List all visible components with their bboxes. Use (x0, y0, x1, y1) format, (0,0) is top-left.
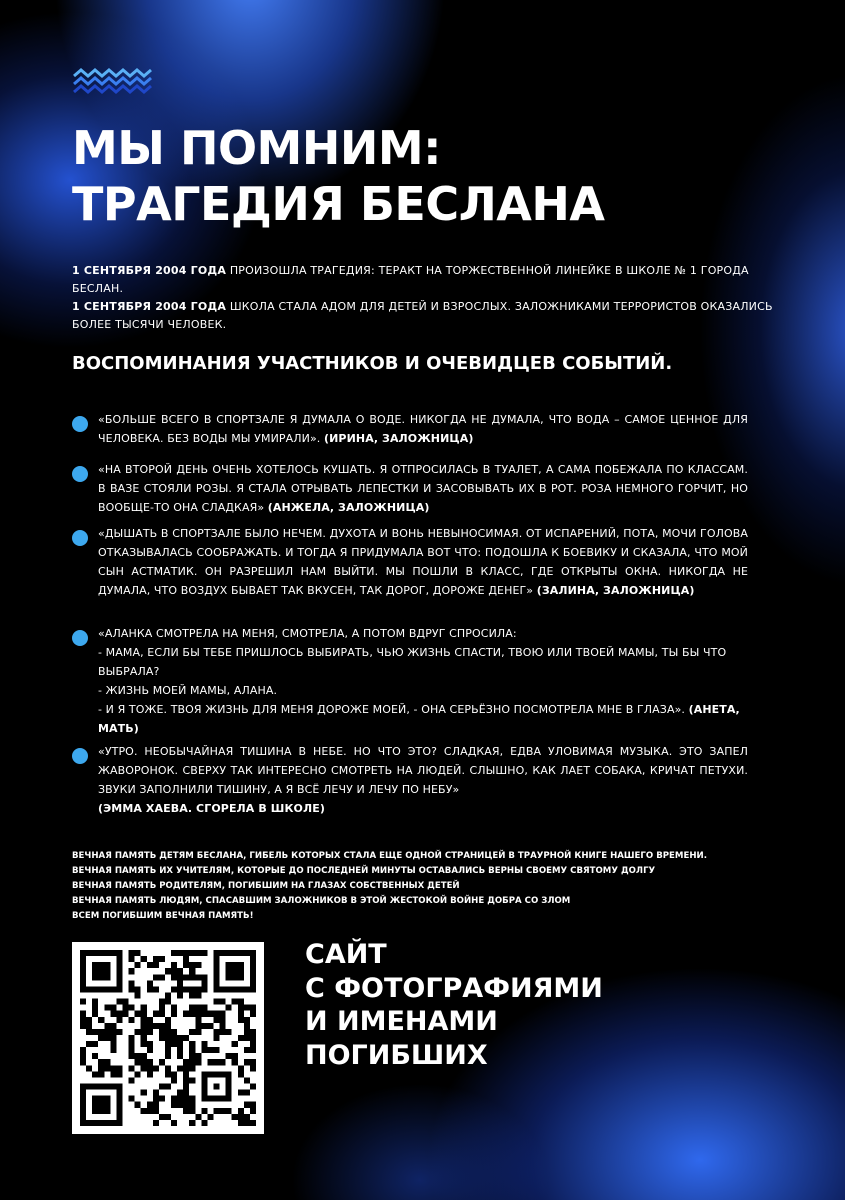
quote-body: - И Я ТОЖЕ. ТВОЯ ЖИЗНЬ ДЛЯ МЕНЯ ДОРОЖЕ МОЕЙ, - ОНА СЕРЬЁЗНО ПОСМОТРЕЛА МНЕ В ГЛАЗА». (98, 703, 689, 716)
memorial-line: ВЕЧНАЯ ПАМЯТЬ ЛЮДЯМ, СПАСАВШИМ ЗАЛОЖНИКОВ В ЭТОЙ ЖЕСТОКОЙ ВОЙНЕ ДОБРА СО ЗЛОМ (72, 896, 571, 906)
quote-line: - МАМА, ЕСЛИ БЫ ТЕБЕ ПРИШЛОСЬ ВЫБИРАТЬ, ЧЬЮ ЖИЗНЬ СПАСТИ, ТВОЮ ИЛИ ТВОЕЙ МАМЫ, ТЫ БЫ ЧТО ВЫБРАЛА? (98, 646, 727, 678)
quote-text (98, 742, 748, 818)
quote-author: (ЗАЛИНА, ЗАЛОЖНИЦА) (536, 584, 695, 597)
intro-paragraph-2 (72, 298, 777, 334)
quote-author: (ЭММА ХАЕВА. СГОРЕЛА В ШКОЛЕ) (98, 802, 325, 815)
memorial-line: ВЕЧНАЯ ПАМЯТЬ РОДИТЕЛЯМ, ПОГИБШИМ НА ГЛАЗАХ СОБСТВЕННЫХ ДЕТЕЙ (72, 881, 460, 891)
intro-text (72, 262, 777, 334)
wave-logo-icon (72, 66, 152, 98)
memorial-text (72, 849, 782, 924)
intro-text-1: ПРОИЗОШЛА ТРАГЕДИЯ: ТЕРАКТ НА ТОРЖЕСТВЕННОЙ ЛИНЕЙКЕ В ШКОЛЕ № 1 ГОРОДА БЕСЛАН. (72, 264, 749, 295)
page-title (72, 120, 604, 232)
quote-body: «БОЛЬШЕ ВСЕГО В СПОРТЗАЛЕ Я ДУМАЛА О ВОДЕ. НИКОГДА НЕ ДУМАЛА, ЧТО ВОДА – САМОЕ ЦЕННОЕ ДЛЯ ЧЕЛОВЕКА. БЕЗ ВОДЫ МЫ УМИРАЛИ». (98, 413, 748, 445)
intro-date-1: 1 СЕНТЯБРЯ 2004 ГОДА (72, 264, 227, 277)
quote-author: (АНЖЕЛА, ЗАЛОЖНИЦА) (267, 501, 430, 514)
bullet-dot-icon (72, 416, 88, 432)
site-line: И ИМЕНАМИ (305, 1006, 498, 1037)
quote-line: «АЛАНКА СМОТРЕЛА НА МЕНЯ, СМОТРЕЛА, А ПОТОМ ВДРУГ СПРОСИЛА: (98, 627, 517, 640)
quote-line (98, 700, 748, 738)
bullet-dot-icon (72, 530, 88, 546)
title-line-1: МЫ ПОМНИМ: (72, 121, 441, 175)
bullet-dot-icon (72, 748, 88, 764)
quote-text (98, 460, 748, 517)
bullet-dot-icon (72, 630, 88, 646)
site-caption (305, 938, 603, 1072)
memorial-line: ВСЕМ ПОГИБШИМ ВЕЧНАЯ ПАМЯТЬ! (72, 911, 254, 921)
quote-text (98, 624, 748, 738)
title-line-2: ТРАГЕДИЯ БЕСЛАНА (72, 177, 605, 231)
quote-body: «НА ВТОРОЙ ДЕНЬ ОЧЕНЬ ХОТЕЛОСЬ КУШАТЬ. Я ОТПРОСИЛАСЬ В ТУАЛЕТ, А САМА ПОБЕЖАЛА ПО КЛАССАМ. В ВАЗЕ СТОЯЛИ РОЗЫ. Я СТАЛА ОТРЫВАТЬ ЛЕПЕСТКИ И ЗАСОВЫВАТЬ ИХ В РОТ. РОЗА НЕМНОГО ГОРЧИТ, НО ВООБЩЕ-ТО ОНА СЛАДКАЯ» (98, 463, 748, 514)
qr-code-image (80, 950, 256, 1126)
quote-body: «УТРО. НЕОБЫЧАЙНАЯ ТИШИНА В НЕБЕ. НО ЧТО ЭТО? СЛАДКАЯ, ЕДВА УЛОВИМАЯ МУЗЫКА. ЭТО ЗАПЕЛ ЖАВОРОНОК. СВЕРХУ ТАК ИНТЕРЕСНО СМОТРЕТЬ НА ЛЮДЕЙ. СЛЫШНО, КАК ЛАЕТ СОБАКА, КРИЧАТ ПЕТУХИ. ЗВУКИ ЗАПОЛНИЛИ ТИШИНУ, А Я ВСЁ ЛЕЧУ И ЛЕЧУ ПО НЕБУ» (98, 745, 748, 796)
quote-line: - ЖИЗНЬ МОЕЙ МАМЫ, АЛАНА. (98, 684, 278, 697)
quote-author: (АНЕТА, МАТЬ) (98, 703, 740, 735)
qr-code[interactable] (72, 942, 264, 1134)
intro-text-2: ШКОЛА СТАЛА АДОМ ДЛЯ ДЕТЕЙ И ВЗРОСЛЫХ. ЗАЛОЖНИКАМИ ТЕРРОРИСТОВ ОКАЗАЛИСЬ БОЛЕЕ ТЫСЯЧИ ЧЕЛОВЕК. (72, 300, 773, 331)
site-line: С ФОТОГРАФИЯМИ (305, 972, 603, 1004)
section-subtitle: ВОСПОМИНАНИЯ УЧАСТНИКОВ И ОЧЕВИДЦЕВ СОБЫТИЙ. (72, 353, 673, 374)
memorial-line: ВЕЧНАЯ ПАМЯТЬ ИХ УЧИТЕЛЯМ, КОТОРЫЕ ДО ПОСЛЕДНЕЙ МИНУТЫ ОСТАВАЛИСЬ ВЕРНЫ СВОЕМУ СВЯТОМУ ДОЛГУ (72, 866, 656, 876)
memorial-line: ВЕЧНАЯ ПАМЯТЬ ДЕТЯМ БЕСЛАНА, ГИБЕЛЬ КОТОРЫХ СТАЛА ЕЩЕ ОДНОЙ СТРАНИЦЕЙ В ТРАУРНОЙ КНИГЕ НАШЕГО ВРЕМЕНИ. (72, 851, 707, 861)
quote-body: «ДЫШАТЬ В СПОРТЗАЛЕ БЫЛО НЕЧЕМ. ДУХОТА И ВОНЬ НЕВЫНОСИМАЯ. ОТ ИСПАРЕНИЙ, ПОТА, МОЧИ ГОЛОВА ОТКАЗЫВАЛАСЬ СООБРАЖАТЬ. И ТОГДА Я ПРИДУМАЛА ВОТ ЧТО: ПОДОШЛА К БОЕВИКУ И СКАЗАЛА, ЧТО МОЙ СЫН АСТМАТИК. ОН РАЗРЕШИЛ НАМ ВЫЙТИ. МЫ ПОШЛИ В КЛАСС, ГДЕ ОТКРЫТЫ ОКНА. НИКОГДА НЕ ДУМАЛА, ЧТО ВОЗДУХ БЫВАЕТ ТАК ВКУСЕН, ТАК ДОРОГ, ДОРОЖЕ ДЕНЕГ» (98, 527, 748, 597)
site-line: САЙТ (305, 939, 387, 970)
bullet-dot-icon (72, 466, 88, 482)
quote-text (98, 410, 748, 448)
quote-text (98, 524, 748, 600)
intro-paragraph-1 (72, 262, 777, 298)
quote-author: (ИРИНА, ЗАЛОЖНИЦА) (324, 432, 474, 445)
site-line: ПОГИБШИХ (305, 1039, 488, 1071)
intro-date-2: 1 СЕНТЯБРЯ 2004 ГОДА (72, 300, 227, 313)
